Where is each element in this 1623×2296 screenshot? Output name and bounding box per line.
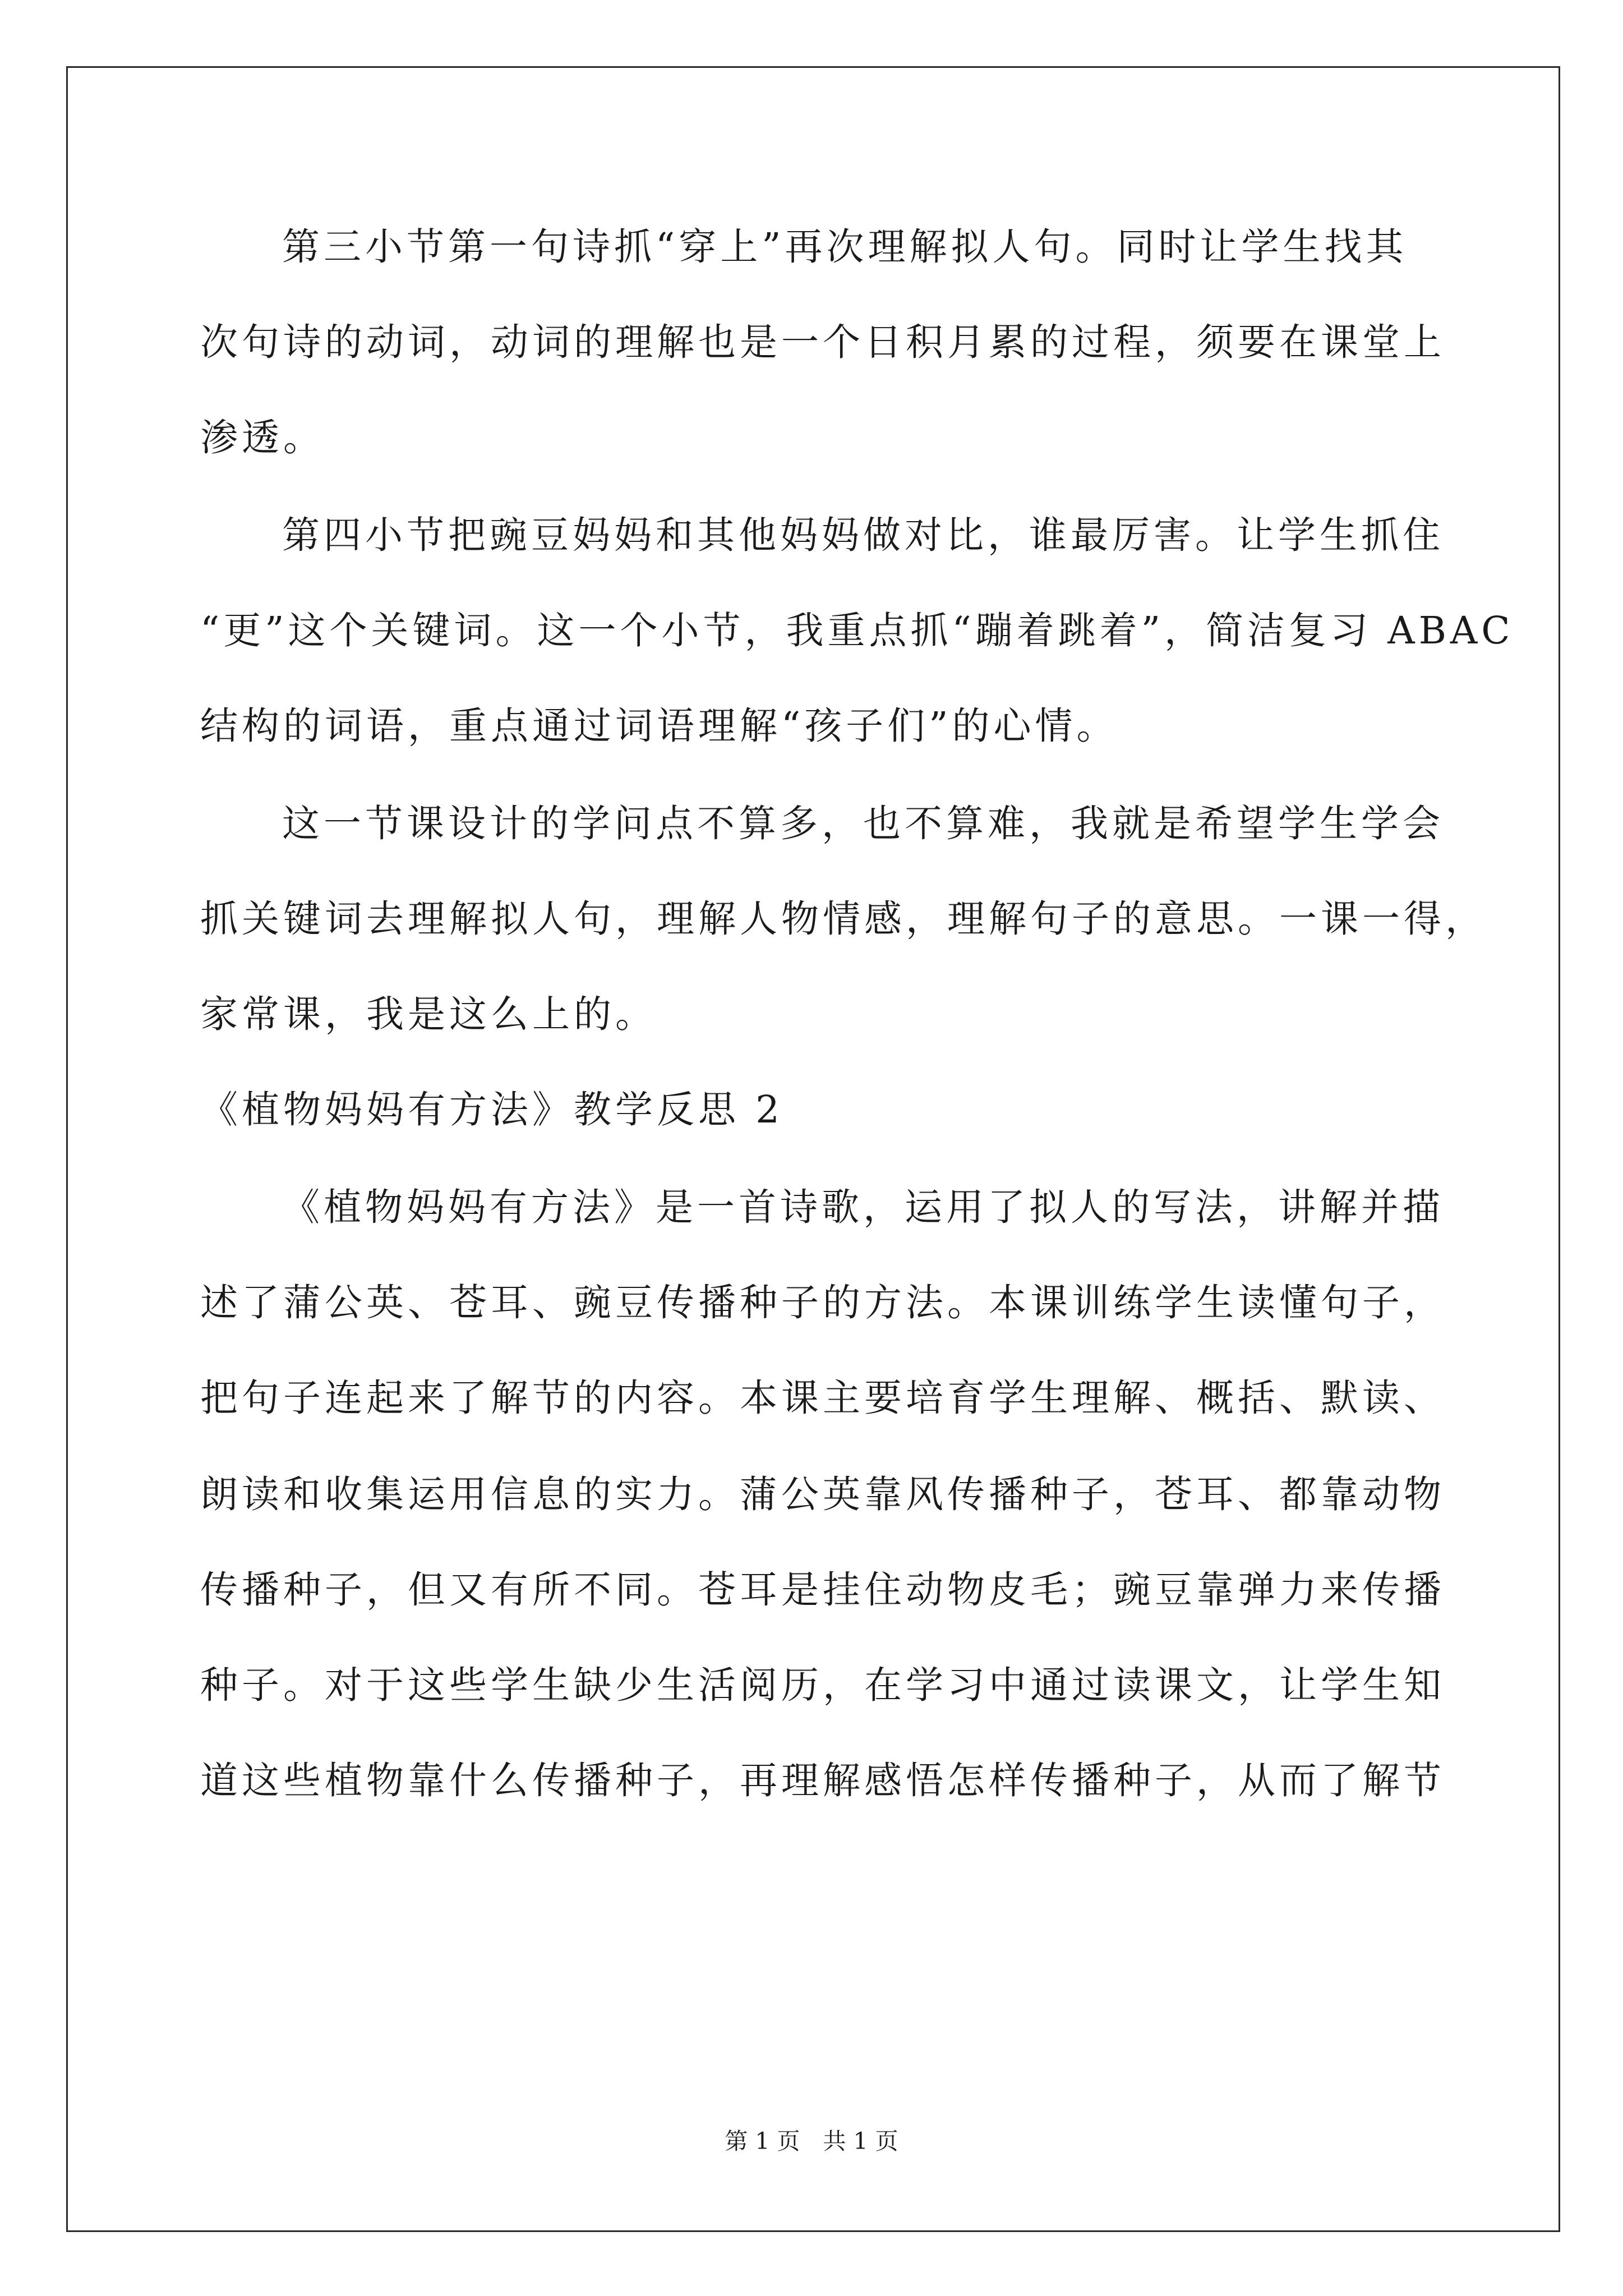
paragraph-line: 抓关键词去理解拟人句，理解人物情感，理解句子的意思。一课一得， <box>200 897 1487 941</box>
section-heading: 《植物妈妈有方法》教学反思 2 <box>200 1088 783 1131</box>
paragraph-line: 次句诗的动词，动词的理解也是一个日积月累的过程，须要在课堂上 <box>200 320 1445 364</box>
paragraph-line: 朗读和收集运用信息的实力。蒲公英靠风传播种子，苍耳、都靠动物 <box>200 1473 1445 1516</box>
paragraph-line: 把句子连起来了解节的内容。本课主要培育学生理解、概括、默读、 <box>200 1376 1445 1420</box>
paragraph-line: 《植物妈妈有方法》是一首诗歌，运用了拟人的写法，讲解并描 <box>282 1185 1444 1229</box>
paragraph-line: 家常课，我是这么上的。 <box>200 992 657 1036</box>
paragraph-line: 第三小节第一句诗抓“穿上”再次理解拟人句。同时让学生找其 <box>282 225 1408 269</box>
paragraph-line: 结构的词语，重点通过词语理解“孩子们”的心情。 <box>200 704 1118 748</box>
paragraph-line: 道这些植物靠什么传播种子，再理解感悟怎样传播种子，从而了解节 <box>200 1759 1445 1802</box>
page-footer: 第 1 页 共 1 页 <box>725 2128 898 2155</box>
paragraph-line: 渗透。 <box>200 416 325 459</box>
paragraph-line: 第四小节把豌豆妈妈和其他妈妈做对比，谁最厉害。让学生抓住 <box>282 513 1444 557</box>
paragraph-line: “更”这个关键词。这一个小节，我重点抓“蹦着跳着”，简洁复习 ABAC <box>200 609 1514 652</box>
paragraph-line: 种子。对于这些学生缺少生活阅历，在学习中通过读课文，让学生知 <box>200 1663 1445 1707</box>
paragraph-line: 述了蒲公英、苍耳、豌豆传播种子的方法。本课训练学生读懂句子， <box>200 1281 1445 1324</box>
page-border <box>66 66 1560 2232</box>
paragraph-line: 这一节课设计的学问点不算多，也不算难，我就是希望学生学会 <box>282 802 1444 845</box>
paragraph-line: 传播种子，但又有所不同。苍耳是挂住动物皮毛；豌豆靠弹力来传播 <box>200 1568 1445 1612</box>
